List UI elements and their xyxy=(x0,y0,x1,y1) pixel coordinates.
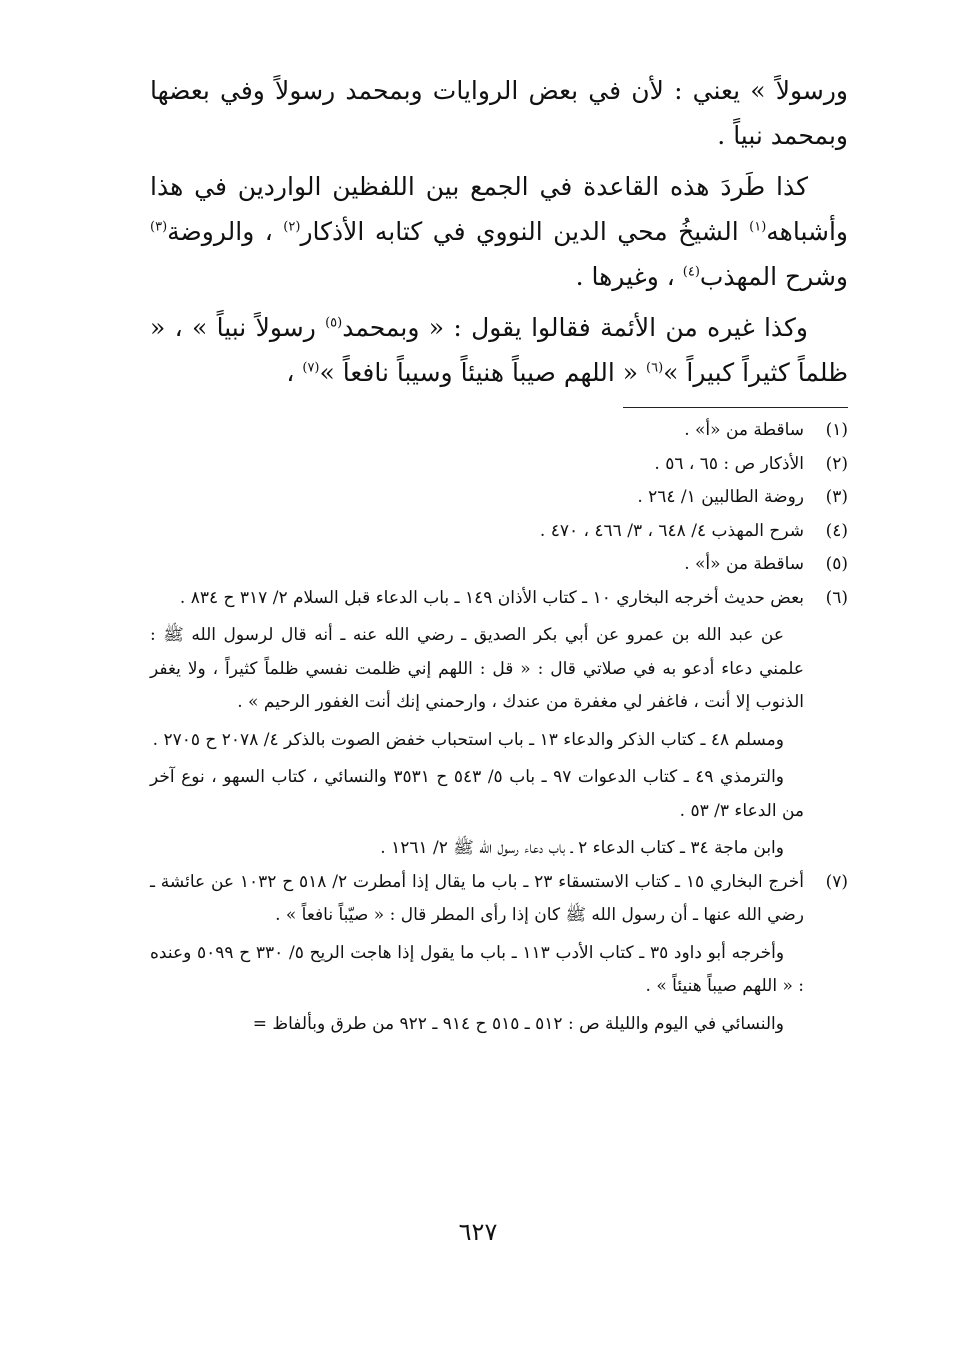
footnote-ref-6: (٦) xyxy=(646,360,664,376)
text-span: رسولاً نبياً » ، « ظلماً كثيراً كبيراً » xyxy=(150,313,848,387)
footnote-text: ساقطة من «أ» . xyxy=(684,554,804,574)
footnote-7 xyxy=(150,866,848,1042)
footnote-body xyxy=(150,515,804,549)
footnote-body xyxy=(150,481,804,515)
footnote-5 xyxy=(150,548,848,582)
footnotes xyxy=(150,414,848,1041)
text-span: ، وغيرها . xyxy=(575,262,683,291)
footnote-number: (١) xyxy=(825,420,848,440)
footnote-text: بعض حديث أخرجه البخاري ١٠ ـ كتاب الأذان ١٤٩ ـ باب الدعاء قبل السلام ٢/ ٣١٧ ح ٨٣٤ . xyxy=(179,587,804,608)
footnote-ref-2: (٢) xyxy=(283,219,301,235)
footnote-text: والترمذي ٤٩ ـ كتاب الدعوات ٩٧ ـ باب ٥/ ٥٤٣ ح ٣٥٣١ والنسائي ، كتاب السهو ، نوع آخر من الدعاء ٣/ ٥٣ . xyxy=(150,767,804,821)
main-paragraph-2 xyxy=(150,164,848,299)
footnote-body xyxy=(150,866,804,1042)
footnote-body xyxy=(150,548,804,582)
footnote-number: (٢) xyxy=(825,453,848,474)
footnote-number: (٧) xyxy=(825,871,848,892)
main-paragraph-3 xyxy=(150,305,848,395)
footnote-text: والنسائي في اليوم والليلة ص : ٥١٢ ـ ٥١٥ ح ٩١٤ ـ ٩٢٢ من طرق وبألفاظ = xyxy=(252,1013,784,1034)
footnote-number: (٤) xyxy=(825,520,848,541)
footnote-text: ساقطة من «أ» . xyxy=(684,420,804,440)
footnote-3 xyxy=(150,481,848,515)
main-text xyxy=(150,68,848,395)
footnote-6 xyxy=(150,582,848,866)
footnote-ref-1: (١) xyxy=(749,219,767,235)
footnote-body xyxy=(150,448,804,482)
footnote-text: ومسلم ٤٨ ـ كتاب الذكر والدعاء ١٣ ـ باب استحباب خفض الصوت بالذكر ٤/ ٢٠٧٨ ح ٢٧٠٥ . xyxy=(152,729,784,750)
footnote-text: عن عبد الله بن عمرو عن أبي بكر الصديق ـ رضي الله عنه ـ أنه قال لرسول الله ﷺ : علمني دعاء أدعو به في صلاتي قال : « قل : اللهم إني ظلمت نفسي ظلماً كثيراً ، ولا يغفر الذنوب إلا أنت ، فاغفر لي مغفرة من عندك ، وارحمني إنك أنت الغفور الرحيم » . xyxy=(150,625,804,712)
text-span: وكذا غيره من الأئمة فقالوا يقول : « وبمحمد xyxy=(342,313,809,342)
text-span: كذا طَردَ هذه القاعدة في الجمع بين اللفظين الواردين في هذا وأشباهه xyxy=(150,172,848,246)
footnote-separator xyxy=(623,407,848,408)
footnote-ref-4: (٤) xyxy=(682,264,700,280)
footnote-text: وابن ماجة ٣٤ ـ كتاب الدعاء ٢ ـ باب دعاء رسول الله ﷺ ٢/ ١٢٦١ . xyxy=(380,838,784,858)
footnote-4 xyxy=(150,515,848,549)
main-paragraph-1: ورسولاً » يعني : لأن في بعض الروايات وبمحمد رسولاً وفي بعضها وبمحمد نبياً . xyxy=(150,76,848,150)
footnote-text: روضة الطالبين ١/ ٢٦٤ . xyxy=(637,487,804,507)
footnote-ref-7: (٧) xyxy=(302,360,320,376)
text-span: « اللهم صيباً هنيئاً وسيباً نافعاً » xyxy=(319,358,647,387)
page-number: ٦٢٧ xyxy=(458,1218,498,1246)
text-span: الشيخُ محي الدين النووي في كتابه الأذكار xyxy=(300,217,750,246)
text-span: ، xyxy=(286,358,303,387)
footnote-2 xyxy=(150,448,848,482)
footnote-text: وأخرجه أبو داود ٣٥ ـ كتاب الأدب ١١٣ ـ باب ما يقول إذا هاجت الريح ٥/ ٣٣٠ ح ٥٠٩٩ وعنده : « اللهم صيباً هنيئاً » . xyxy=(150,942,804,996)
footnote-ref-3: (٣) xyxy=(150,219,168,235)
footnote-body xyxy=(150,582,804,866)
footnote-text: أخرج البخاري ١٥ ـ كتاب الاستسقاء ٢٣ ـ باب ما يقال إذا أمطرت ٢/ ٥١٨ ح ١٠٣٢ عن عائشة ـ رضي الله عنها ـ أن رسول الله ﷺ كان إذا رأى المطر قال : « صيّباً نافعاً » . xyxy=(150,871,805,925)
footnote-body xyxy=(150,414,804,448)
footnote-number: (٥) xyxy=(825,554,848,574)
footnote-1 xyxy=(150,414,848,448)
text-span: وشرح المهذب xyxy=(699,262,848,291)
text-span: ، والروضة xyxy=(167,217,284,246)
footnote-text: شرح المهذب ٤/ ٦٤٨ ، ٣/ ٤٦٦ ، ٤٧٠ . xyxy=(539,520,804,541)
footnote-text: الأذكار ص : ٦٥ ، ٥٦ . xyxy=(654,453,804,474)
footnote-number: (٦) xyxy=(825,587,848,608)
footnote-ref-5: (٥) xyxy=(325,315,343,331)
footnote-number: (٣) xyxy=(825,487,848,507)
